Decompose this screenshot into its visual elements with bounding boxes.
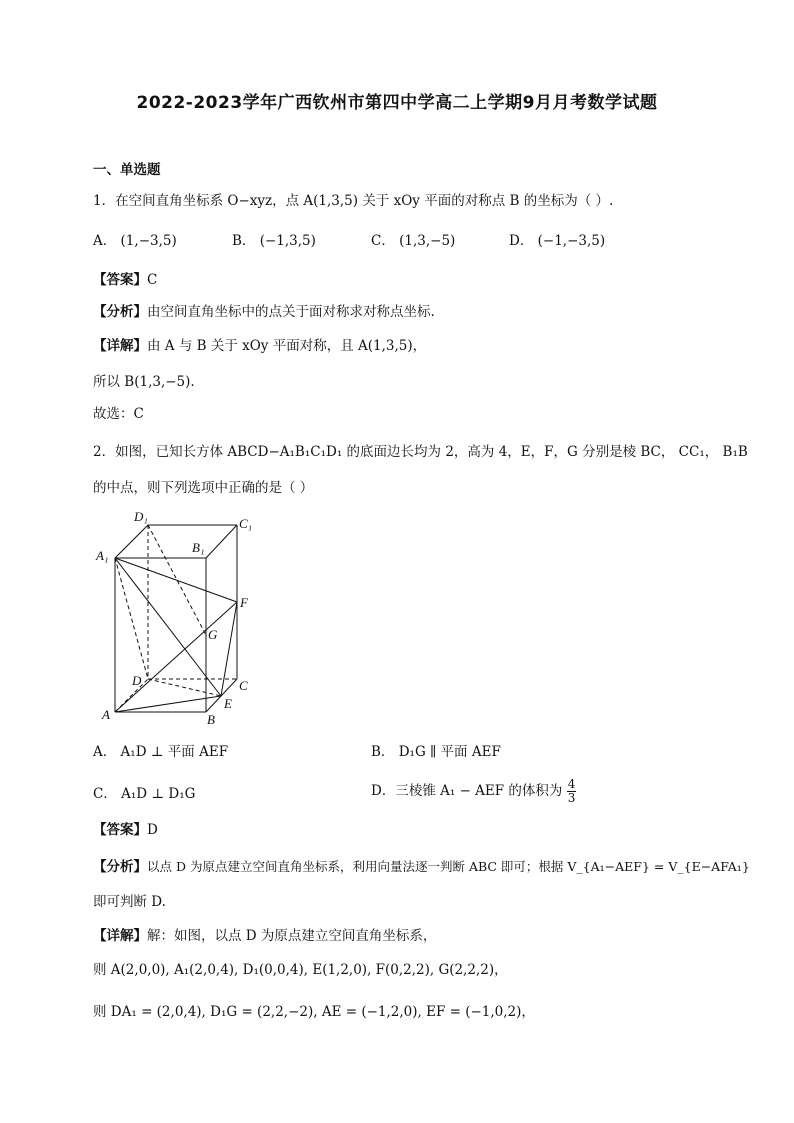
page-title: 2022-2023学年广西钦州市第四中学高二上学期9月月考数学试题 — [136, 93, 658, 113]
label-a: A — [102, 707, 110, 722]
label-d1: D₁ — [134, 509, 148, 524]
q1-option-d: D． (−1,−3,5) — [509, 233, 606, 249]
q2-analysis-label: 【分析】 — [93, 859, 147, 875]
q1-analysis: 由空间直角坐标中的点关于面对称求对称点坐标. — [147, 304, 435, 320]
label-b1: B₁ — [192, 540, 205, 555]
q1-analysis-row — [93, 302, 435, 322]
segment-ae — [115, 696, 221, 712]
q2-stem-line2: 的中点，则下列选项中正确的是（ ） — [93, 480, 314, 496]
q1-option-c: C． (1,3,−5) — [371, 233, 456, 249]
q1-choice: 故选：C — [93, 406, 144, 422]
q2-vectors: 则 DA₁ = (2,0,4), D₁G = (2,2,−2), AE = (−1,2,0), EF = (−1,0,2)， — [93, 1004, 535, 1020]
q2-analysis: 以点 D 为原点建立空间直角坐标系，利用向量法逐一判断 ABC 即可；根据 V_{A₁−AEF} = V_{E−AFA₁} — [147, 859, 750, 874]
q1-option-a: A． (1,−3,5) — [93, 233, 177, 249]
section-heading: 一、单选题 — [93, 162, 161, 178]
q1-answer-label: 【答案】 — [93, 272, 147, 288]
segment-a1e — [115, 558, 221, 696]
label-c: C — [239, 678, 248, 693]
label-f: F — [240, 595, 248, 610]
edge-a1d1 — [115, 525, 148, 558]
q2-answer: D — [147, 822, 158, 838]
q2-answer-label: 【答案】 — [93, 822, 147, 838]
q2-detail-row — [93, 926, 436, 946]
q1-detail: 由 A 与 B 关于 xOy 平面对称，且 A(1,3,5)， — [147, 338, 427, 354]
q2-answer-row — [93, 820, 158, 840]
q1-option-b: B． (−1,3,5) — [232, 233, 316, 249]
q2-stem-line1: 2．如图，已知长方体 ABCD−A₁B₁C₁D₁ 的底面边长均为 2，高为 4，E，F，G 分别是棱 BC， CC₁， B₁B — [93, 444, 748, 460]
q1-detail-row — [93, 336, 426, 356]
q2-option-d-fraction — [567, 778, 577, 805]
q1-stem: 1．在空间直角坐标系 O−xyz，点 A(1,3,5) 关于 xOy 平面的对称点 B 的坐标为（ ）. — [93, 193, 614, 209]
label-e: E — [224, 696, 232, 711]
q2-analysis-row — [93, 857, 750, 877]
label-a1: A₁ — [96, 548, 109, 563]
q1-analysis-label: 【分析】 — [93, 304, 147, 320]
q2-analysis-2: 即可判断 D. — [93, 894, 166, 910]
segment-a1d-hidden — [115, 558, 148, 679]
q2-detail: 解：如图，以点 D 为原点建立空间直角坐标系， — [147, 928, 437, 944]
label-c1: C₁ — [239, 516, 253, 531]
edge-b1c1 — [206, 525, 237, 558]
q2-coords: 则 A(2,0,0), A₁(2,0,4), D₁(0,0,4), E(1,2,0), F(0,2,2), G(2,2,2)， — [93, 962, 508, 978]
fraction-denominator: 3 — [567, 791, 576, 805]
q1-detail-2: 所以 B(1,3,−5). — [93, 374, 195, 390]
fraction-numerator: 4 — [567, 777, 576, 791]
q1-answer: C — [147, 272, 158, 288]
label-b: B — [207, 712, 215, 727]
q1-answer-row — [93, 270, 157, 290]
q2-detail-label: 【详解】 — [93, 928, 147, 944]
q2-option-c: C． A₁D ⊥ D₁G — [93, 786, 196, 802]
q1-detail-label: 【详解】 — [93, 338, 147, 354]
q2-option-a: A． A₁D ⊥ 平面 AEF — [93, 744, 229, 760]
segment-a1f — [115, 558, 237, 602]
q2-option-d-text: D．三棱锥 A₁ − AEF 的体积为 — [371, 783, 563, 799]
label-d: D — [132, 673, 142, 688]
q2-option-b: B． D₁G ∥ 平面 AEF — [371, 744, 501, 760]
label-g: G — [208, 627, 218, 642]
q2-option-d — [371, 778, 576, 805]
cuboid-figure — [90, 508, 270, 730]
